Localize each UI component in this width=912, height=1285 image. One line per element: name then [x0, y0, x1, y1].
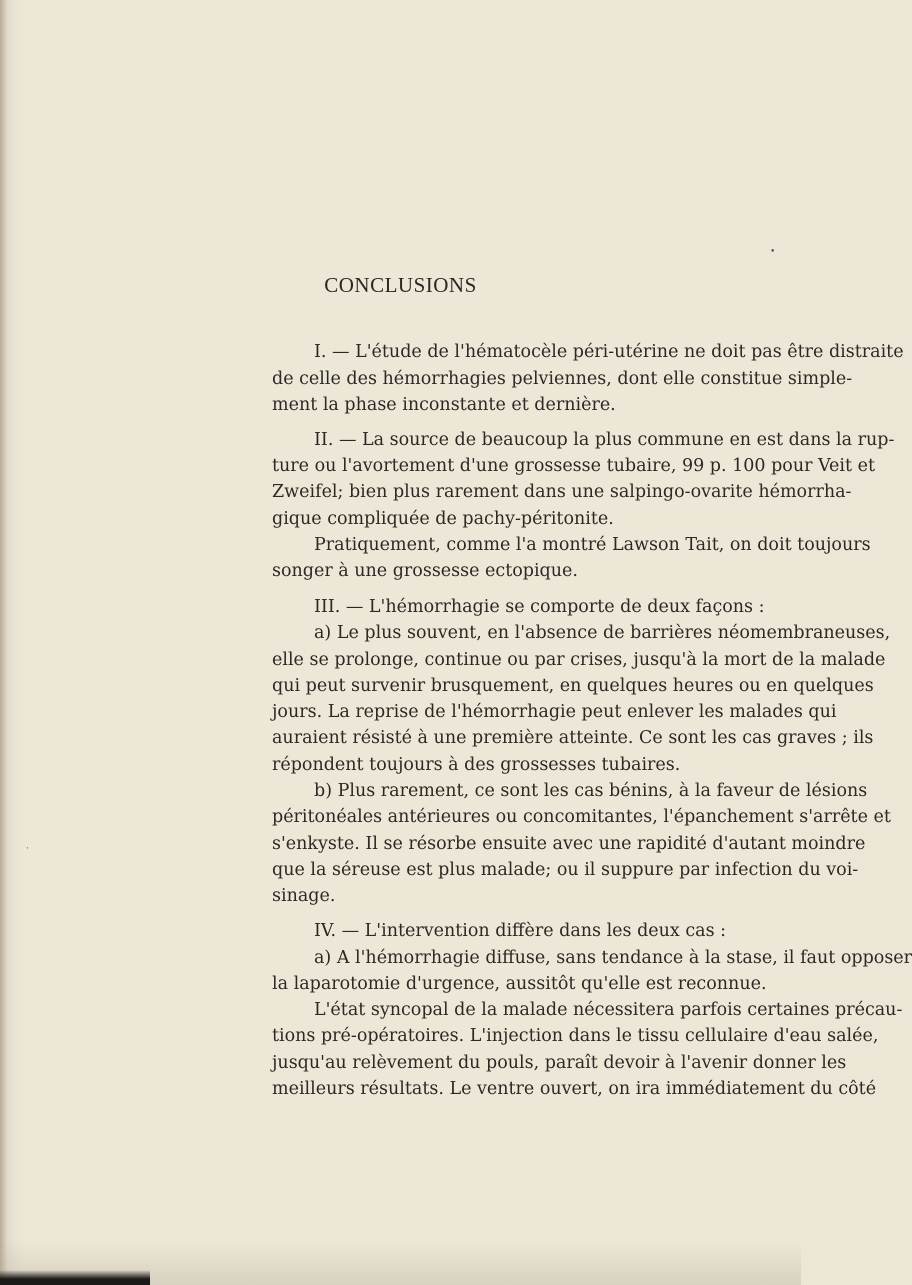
- text-line: que la séreuse est plus malade; ou il suppure par infection du voi-: [272, 860, 859, 880]
- text-line: jusqu'au relèvement du pouls, paraît devoir à l'avenir donner les: [272, 1053, 847, 1073]
- text-line: IV. — L'intervention diffère dans les deux cas :: [314, 921, 727, 941]
- text-line: péritonéales antérieures ou concomitantes, l'épanchement s'arrête et: [272, 807, 891, 827]
- ink-speck: •: [770, 247, 776, 257]
- page-title: CONCLUSIONS: [324, 273, 477, 297]
- text-line: a) Le plus souvent, en l'absence de barrières néomembraneuses,: [314, 623, 891, 643]
- ink-speck: ·: [26, 844, 29, 854]
- text-line: qui peut survenir brusquement, en quelques heures ou en quelques: [272, 676, 874, 696]
- text-line: songer à une grossesse ectopique.: [272, 561, 578, 581]
- text-line: Pratiquement, comme l'a montré Lawson Tait, on doit toujours: [314, 535, 871, 555]
- text-line: répondent toujours à des grossesses tubaires.: [272, 755, 681, 775]
- text-line: meilleurs résultats. Le ventre ouvert, on ira immédiatement du côté: [272, 1079, 877, 1099]
- text-line: ture ou l'avortement d'une grossesse tubaire, 99 p. 100 pour Veit et: [272, 456, 875, 476]
- text-line: I. — L'étude de l'hématocèle péri-utérine ne doit pas être distraite: [314, 342, 904, 362]
- text-line: auraient résisté à une première atteinte. Ce sont les cas graves ; ils: [272, 728, 874, 748]
- text-line: Zweifel; bien plus rarement dans une salpingo-ovarite hémorrha-: [272, 482, 852, 502]
- text-line: elle se prolonge, continue ou par crises, jusqu'à la mort de la malade: [272, 650, 886, 670]
- text-line: jours. La reprise de l'hémorrhagie peut enlever les malades qui: [272, 702, 837, 722]
- text-line: III. — L'hémorrhagie se comporte de deux façons :: [314, 597, 765, 617]
- text-line: ment la phase inconstante et dernière.: [272, 395, 616, 415]
- text-line: s'enkyste. Il se résorbe ensuite avec une rapidité d'autant moindre: [272, 834, 866, 854]
- text-line: L'état syncopal de la malade nécessitera parfois certaines précau-: [314, 1000, 903, 1020]
- text-line: a) A l'hémorrhagie diffuse, sans tendance à la stase, il faut opposer: [314, 948, 912, 968]
- text-line: b) Plus rarement, ce sont les cas bénins, à la faveur de lésions: [314, 781, 868, 801]
- text-line: de celle des hémorrhagies pelviennes, dont elle constitue simple-: [272, 369, 853, 389]
- page-gutter-shadow: [0, 0, 7, 1285]
- text-line: sinage.: [272, 886, 336, 906]
- text-line: tions pré-opératoires. L'injection dans le tissu cellulaire d'eau salée,: [272, 1026, 879, 1046]
- text-line: II. — La source de beaucoup la plus commune en est dans la rup-: [314, 430, 895, 450]
- text-line: gique compliquée de pachy-péritonite.: [272, 509, 614, 529]
- text-line: la laparotomie d'urgence, aussitôt qu'elle est reconnue.: [272, 974, 767, 994]
- page-corner-shadow: [0, 1270, 150, 1285]
